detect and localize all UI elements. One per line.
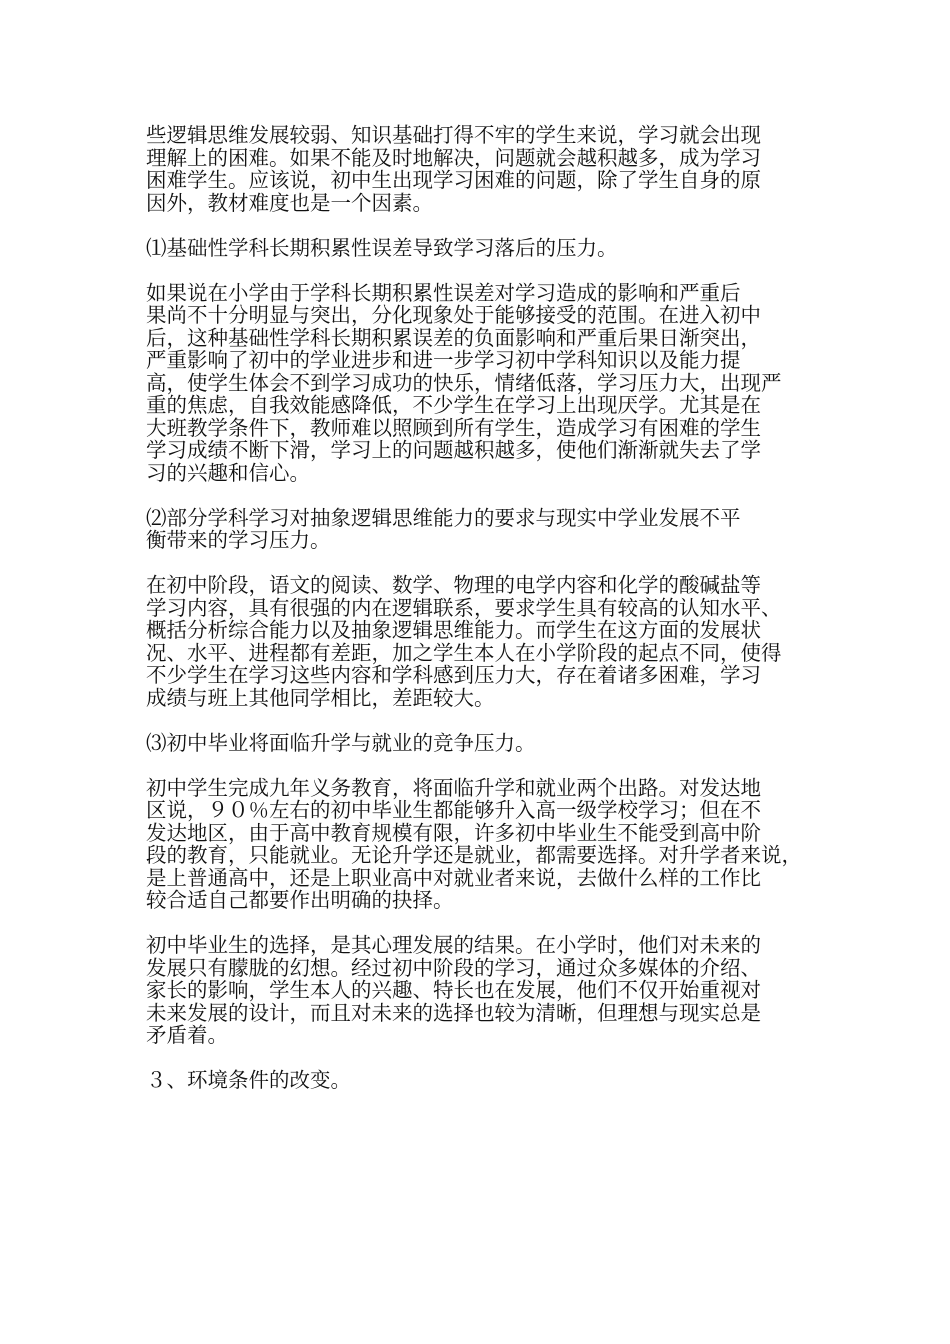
paragraph-4: 初中毕业生的选择，是其心理发展的结果。在小学时，他们对未来的 发展只有朦胧的幻想。经过初中阶段的学习，通过众多媒体的介绍、 家长的影响，学生本人的兴趣、特长也在发展，他们不仅开始重视对 未来发展的设计，而且对未来的选择也较为清晰，但理想与现实总是 矛盾着。	[146, 933, 761, 1047]
paragraph-1: 如果说在小学由于学科长期积累性误差对学习造成的影响和严重后 果尚不十分明显与突出，分化现象处于能够接受的范围。在进入初中 后，这种基础性学科长期积累误差的负面影响和严重后果日渐突出， 严重影响了初中的学业进步和进一步学习初中学科知识以及能力提 高，使学生体会不到学习成功的快乐，情绪低落，学习压力大，出现严 重的焦虑，自我效能感降低，不少学生在学习上出现厌学。尤其是在 大班教学条件下，教师难以照顾到所有学生，造成学习有困难的学生 学习成绩不断下滑，学习上的问题越积越多，使他们渐渐就失去了学 习的兴趣和信心。	[146, 280, 782, 485]
subheading-2: ⑵部分学科学习对抽象逻辑思维能力的要求与现实中学业发展不平 衡带来的学习压力。	[146, 505, 741, 552]
subheading-3: ⑶初中毕业将面临升学与就业的竞争压力。	[146, 730, 536, 755]
section-heading-3: ３、环境条件的改变。	[146, 1068, 351, 1092]
paragraph-intro-continuation: 些逻辑思维发展较弱、知识基础打得不牢的学生来说，学习就会出现 理解上的困难。如果不能及时地解决，问题就会越积越多，成为学习 困难学生。应该说，初中生出现学习困难的问题，除了学生自身的原 因外，教材难度也是一个因素。	[146, 123, 761, 215]
subheading-1: ⑴基础性学科长期积累性误差导致学习落后的压力。	[146, 235, 618, 260]
document-body	[146, 124, 814, 1114]
paragraph-2: 在初中阶段，语文的阅读、数学、物理的电学内容和化学的酸碱盐等 学习内容，具有很强的内在逻辑联系，要求学生具有较高的认知水平、 概括分析综合能力以及抽象逻辑思维能力。而学生在这方面的发展状 况、水平、进程都有差距，加之学生本人在小学阶段的起点不同，使得 不少学生在学习这些内容和学科感到压力大，存在着诸多困难，学习 成绩与班上其他同学相比，差距较大。	[146, 573, 782, 710]
paragraph-3: 初中学生完成九年义务教育，将面临升学和就业两个出路。对发达地 区说，９０％左右的初中毕业生都能够升入高一级学校学习；但在不 发达地区，由于高中教育规模有限，许多初中毕业生不能受到高中阶 段的教育，只能就业。无论升学还是就业，都需要选择。对升学者来说， 是上普通高中，还是上职业高中对就业者来说，去做什么样的工作比 较合适自己都要作出明确的抉择。	[146, 775, 802, 912]
